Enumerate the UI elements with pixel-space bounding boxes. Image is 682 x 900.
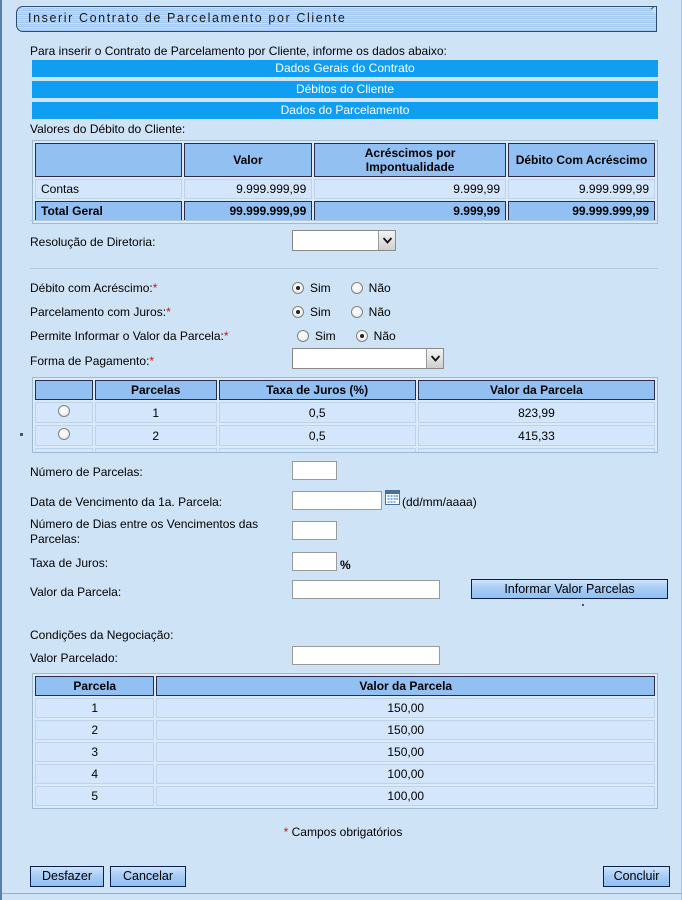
debit-row-total: 9.999.999,99 [508, 179, 655, 199]
parcelas-row-radio-cell[interactable] [35, 402, 93, 423]
table-row [35, 742, 655, 762]
valor-parcelado-input[interactable] [292, 646, 440, 665]
forma-pagamento-value [293, 349, 426, 368]
debit-header-acrescimos: Acréscimos por Impontualidade [314, 143, 506, 177]
required-asterisk: * [149, 354, 155, 368]
neg-row-valor: 100,00 [156, 764, 655, 784]
debit-total-label: Total Geral [35, 201, 182, 221]
parcelamento-juros-radio-sim[interactable] [292, 306, 304, 318]
resolucao-diretoria-label: Resolução de Diretoria: [30, 235, 156, 249]
parcelamento-juros-radios[interactable] [292, 305, 405, 319]
neg-row-parcela: 4 [35, 764, 154, 784]
calendar-icon[interactable] [385, 490, 400, 505]
parcelas-row-taxa [219, 448, 416, 453]
section-bar-dados-gerais[interactable]: Dados Gerais do Contrato [32, 60, 658, 77]
footer-separator [2, 893, 682, 894]
debit-header-total: Débito Com Acréscimo [508, 143, 655, 177]
negociacao-parcelas-table [32, 673, 658, 809]
required-note-text: Campos obrigatórios [291, 825, 403, 839]
parcelas-row-parcela: 1 [95, 402, 217, 423]
table-row[interactable] [35, 425, 655, 446]
forma-pagamento-select[interactable] [292, 348, 444, 369]
parcelas-row-valor: 823,99 [418, 402, 655, 423]
permite-informar-sim-label: Sim [315, 329, 336, 343]
table-row [35, 179, 655, 199]
debito-acrescimo-radio-nao[interactable] [351, 282, 363, 294]
valor-parcelado-label: Valor Parcelado: [30, 651, 118, 665]
cancelar-button[interactable]: Cancelar [110, 866, 186, 887]
required-asterisk: * [152, 281, 158, 295]
required-note-asterisk: * [283, 825, 289, 839]
parcelas-row-radio-cell[interactable] [35, 425, 93, 446]
artifact-dot-left [20, 433, 23, 436]
parcelas-header-row [35, 380, 655, 400]
parcelamento-juros-text: Parcelamento com Juros: [30, 305, 167, 319]
debit-row-valor: 9.999.999,99 [184, 179, 313, 199]
neg-header-row [35, 676, 655, 696]
debit-row-acrescimos: 9.999,99 [314, 179, 506, 199]
separator-middle [30, 268, 658, 269]
informar-valor-parcelas-button[interactable]: Informar Valor Parcelas [471, 579, 668, 599]
separator-top [30, 220, 658, 221]
permite-informar-radio-sim[interactable] [297, 330, 309, 342]
debito-acrescimo-sim-label: Sim [310, 281, 331, 295]
taxa-juros-suffix: % [340, 558, 351, 572]
table-row [35, 720, 655, 740]
table-row [35, 764, 655, 784]
parcelas-header-valor: Valor da Parcela [418, 380, 655, 400]
debito-acrescimo-nao-label: Não [368, 281, 391, 295]
numero-parcelas-label: Número de Parcelas: [30, 465, 143, 479]
parcelas-row-taxa: 0,5 [219, 402, 416, 423]
required-asterisk: * [166, 305, 171, 319]
window-title: Inserir Contrato de Parcelamento por Cliente [28, 11, 347, 25]
chevron-down-icon [378, 231, 395, 250]
section-bar-debitos-cliente[interactable]: Débitos do Cliente [32, 81, 658, 98]
permite-informar-valor-label [30, 329, 229, 343]
taxa-juros-label: Taxa de Juros: [30, 556, 109, 570]
debit-table-header-row [35, 143, 655, 177]
artifact-dot-button [582, 604, 584, 606]
window-titlebar [16, 6, 657, 32]
dias-entre-vencimentos-input[interactable] [292, 521, 337, 540]
parcelamento-juros-sim-label: Sim [310, 305, 331, 319]
debito-acrescimo-text: Débito com Acréscimo: [30, 281, 153, 295]
permite-informar-valor-radios[interactable] [297, 329, 410, 343]
parcelas-row-radio[interactable] [58, 405, 70, 417]
concluir-button[interactable]: Concluir [603, 866, 670, 887]
data-format-hint: (dd/mm/aaaa) [402, 495, 477, 509]
forma-pagamento-text: Forma de Pagamento: [30, 354, 150, 368]
debit-header-valor: Valor [184, 143, 313, 177]
debit-total-total: 99.999.999,99 [508, 201, 655, 221]
debit-header-blank [35, 143, 182, 177]
neg-row-valor: 100,00 [156, 786, 655, 806]
debit-table-caption: Valores do Débito do Cliente: [30, 122, 186, 136]
dias-entre-vencimentos-label: Número de Dias entre os Vencimentos das Parcelas: [30, 517, 259, 546]
debito-acrescimo-radio-sim[interactable] [292, 282, 304, 294]
parcelas-row-radio[interactable] [58, 428, 70, 440]
debito-acrescimo-radios[interactable] [292, 281, 405, 295]
neg-row-parcela: 1 [35, 698, 154, 718]
neg-row-parcela: 2 [35, 720, 154, 740]
chevron-down-icon [426, 349, 443, 368]
table-row [35, 698, 655, 718]
permite-informar-valor-text: Permite Informar o Valor da Parcela: [30, 329, 224, 343]
parcelamento-juros-label [30, 305, 171, 319]
table-row-total [35, 201, 655, 221]
section-bar-dados-parcelamento[interactable]: Dados do Parcelamento [32, 102, 658, 119]
table-row [35, 786, 655, 806]
parcelas-row-taxa: 0,5 [219, 425, 416, 446]
data-vencimento-label: Data de Vencimento da 1a. Parcela: [30, 495, 223, 509]
parcelas-header-select [35, 380, 93, 400]
neg-row-valor: 150,00 [156, 720, 655, 740]
parcelas-row-radio-cell[interactable] [35, 448, 93, 453]
required-asterisk: * [223, 329, 229, 343]
debit-row-label: Contas [35, 179, 182, 199]
valor-parcela-input[interactable] [292, 580, 440, 599]
debito-acrescimo-label [30, 281, 157, 295]
permite-informar-radio-nao[interactable] [356, 330, 368, 342]
table-row[interactable] [35, 402, 655, 423]
parcelas-row-valor: 415,33 [418, 425, 655, 446]
valor-parcela-label: Valor da Parcela: [30, 585, 122, 599]
debit-total-acrescimos: 9.999,99 [314, 201, 506, 221]
permite-informar-nao-label: Não [373, 329, 396, 343]
table-row-clipped[interactable] [35, 448, 655, 453]
parcelas-row-parcela: 2 [95, 425, 217, 446]
data-vencimento-input[interactable] [292, 491, 382, 510]
debit-values-table [32, 140, 658, 224]
neg-row-valor: 150,00 [156, 698, 655, 718]
parcelas-options-table-container[interactable] [32, 377, 658, 453]
parcelas-row-valor [418, 448, 655, 453]
parcelamento-juros-nao-label: Não [368, 305, 391, 319]
parcelas-row-parcela [95, 448, 217, 453]
intro-text: Para inserir o Contrato de Parcelamento por Cliente, informe os dados abaixo: [30, 44, 447, 58]
debit-total-valor: 99.999.999,99 [184, 201, 313, 221]
parcelamento-juros-radio-nao[interactable] [351, 306, 363, 318]
required-fields-note [2, 825, 682, 839]
titlebar-gradient [16, 6, 657, 32]
neg-header-valor: Valor da Parcela [156, 676, 655, 696]
neg-row-parcela: 3 [35, 742, 154, 762]
parcelas-header-taxa: Taxa de Juros (%) [219, 380, 416, 400]
taxa-juros-input[interactable] [292, 552, 337, 571]
neg-row-parcela: 5 [35, 786, 154, 806]
neg-header-parcela: Parcela [35, 676, 154, 696]
desfazer-button[interactable]: Desfazer [30, 866, 104, 887]
neg-row-valor: 150,00 [156, 742, 655, 762]
parcelas-options-table [33, 378, 657, 453]
resolucao-diretoria-value [293, 231, 378, 250]
numero-parcelas-input[interactable] [292, 461, 337, 480]
parcelas-header-parcelas: Parcelas [95, 380, 217, 400]
negociacao-caption: Condições da Negociação: [30, 628, 174, 642]
resolucao-diretoria-select[interactable] [292, 230, 396, 251]
forma-pagamento-label [30, 354, 154, 368]
